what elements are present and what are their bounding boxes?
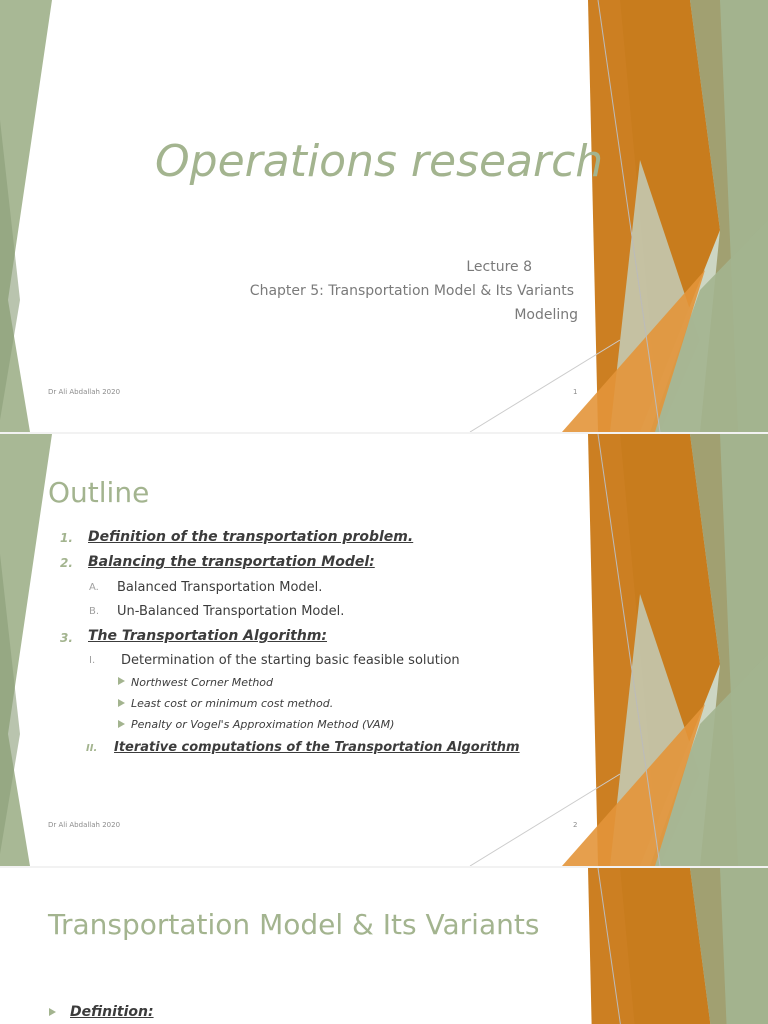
sub-marker: I. xyxy=(89,655,96,666)
method-northwest-corner: Northwest Corner Method xyxy=(131,676,274,689)
sub-marker: II. xyxy=(86,743,98,754)
outline-subitem-starting-solution: Determination of the starting basic feasible solution xyxy=(121,653,460,668)
modeling-label: Modeling xyxy=(514,307,578,323)
method-least-cost: Least cost or minimum cost method. xyxy=(131,697,334,710)
bullet-arrow-icon xyxy=(49,1008,56,1016)
slide-1-decoration xyxy=(0,0,768,432)
definition-heading: Definition: xyxy=(70,1004,154,1020)
slide-1-title: Operations research xyxy=(155,136,604,187)
outline-subitem-iterative: Iterative computations of the Transportation Algorithm xyxy=(114,740,520,755)
outline-item-algorithm: The Transportation Algorithm: xyxy=(88,628,328,644)
outline-item-balancing: Balancing the transportation Model: xyxy=(88,554,375,570)
slide-2[interactable] xyxy=(0,434,768,866)
slide-1[interactable] xyxy=(0,0,768,432)
slide-3-title: Transportation Model & Its Variants xyxy=(48,908,540,941)
slide-3[interactable] xyxy=(0,868,768,1024)
list-number: 1. xyxy=(60,531,73,545)
lecture-number: Lecture 8 xyxy=(466,259,532,275)
slide-2-title: Outline xyxy=(48,476,150,509)
outline-item-definition: Definition of the transportation problem. xyxy=(88,529,414,545)
slide-2-page-number: 2 xyxy=(573,821,578,829)
slide-2-footer-author: Dr Ali Abdallah 2020 xyxy=(48,821,121,829)
sub-marker: B. xyxy=(89,606,100,617)
chapter-title: Chapter 5: Transportation Model & Its Variants xyxy=(249,283,574,299)
method-vam: Penalty or Vogel's Approximation Method (VAM) xyxy=(131,718,395,731)
slide-1-page-number: 1 xyxy=(573,388,578,396)
bullet-arrow-icon xyxy=(118,720,125,728)
bullet-arrow-icon xyxy=(118,699,125,707)
list-number: 2. xyxy=(60,556,73,570)
slide-1-footer-author: Dr Ali Abdallah 2020 xyxy=(48,388,121,396)
outline-subitem-balanced: Balanced Transportation Model. xyxy=(117,580,323,595)
slide-3-decoration xyxy=(0,868,768,1024)
bullet-arrow-icon xyxy=(118,677,125,685)
list-number: 3. xyxy=(60,631,73,645)
sub-marker: A. xyxy=(89,582,99,593)
outline-subitem-unbalanced: Un-Balanced Transportation Model. xyxy=(117,604,345,619)
